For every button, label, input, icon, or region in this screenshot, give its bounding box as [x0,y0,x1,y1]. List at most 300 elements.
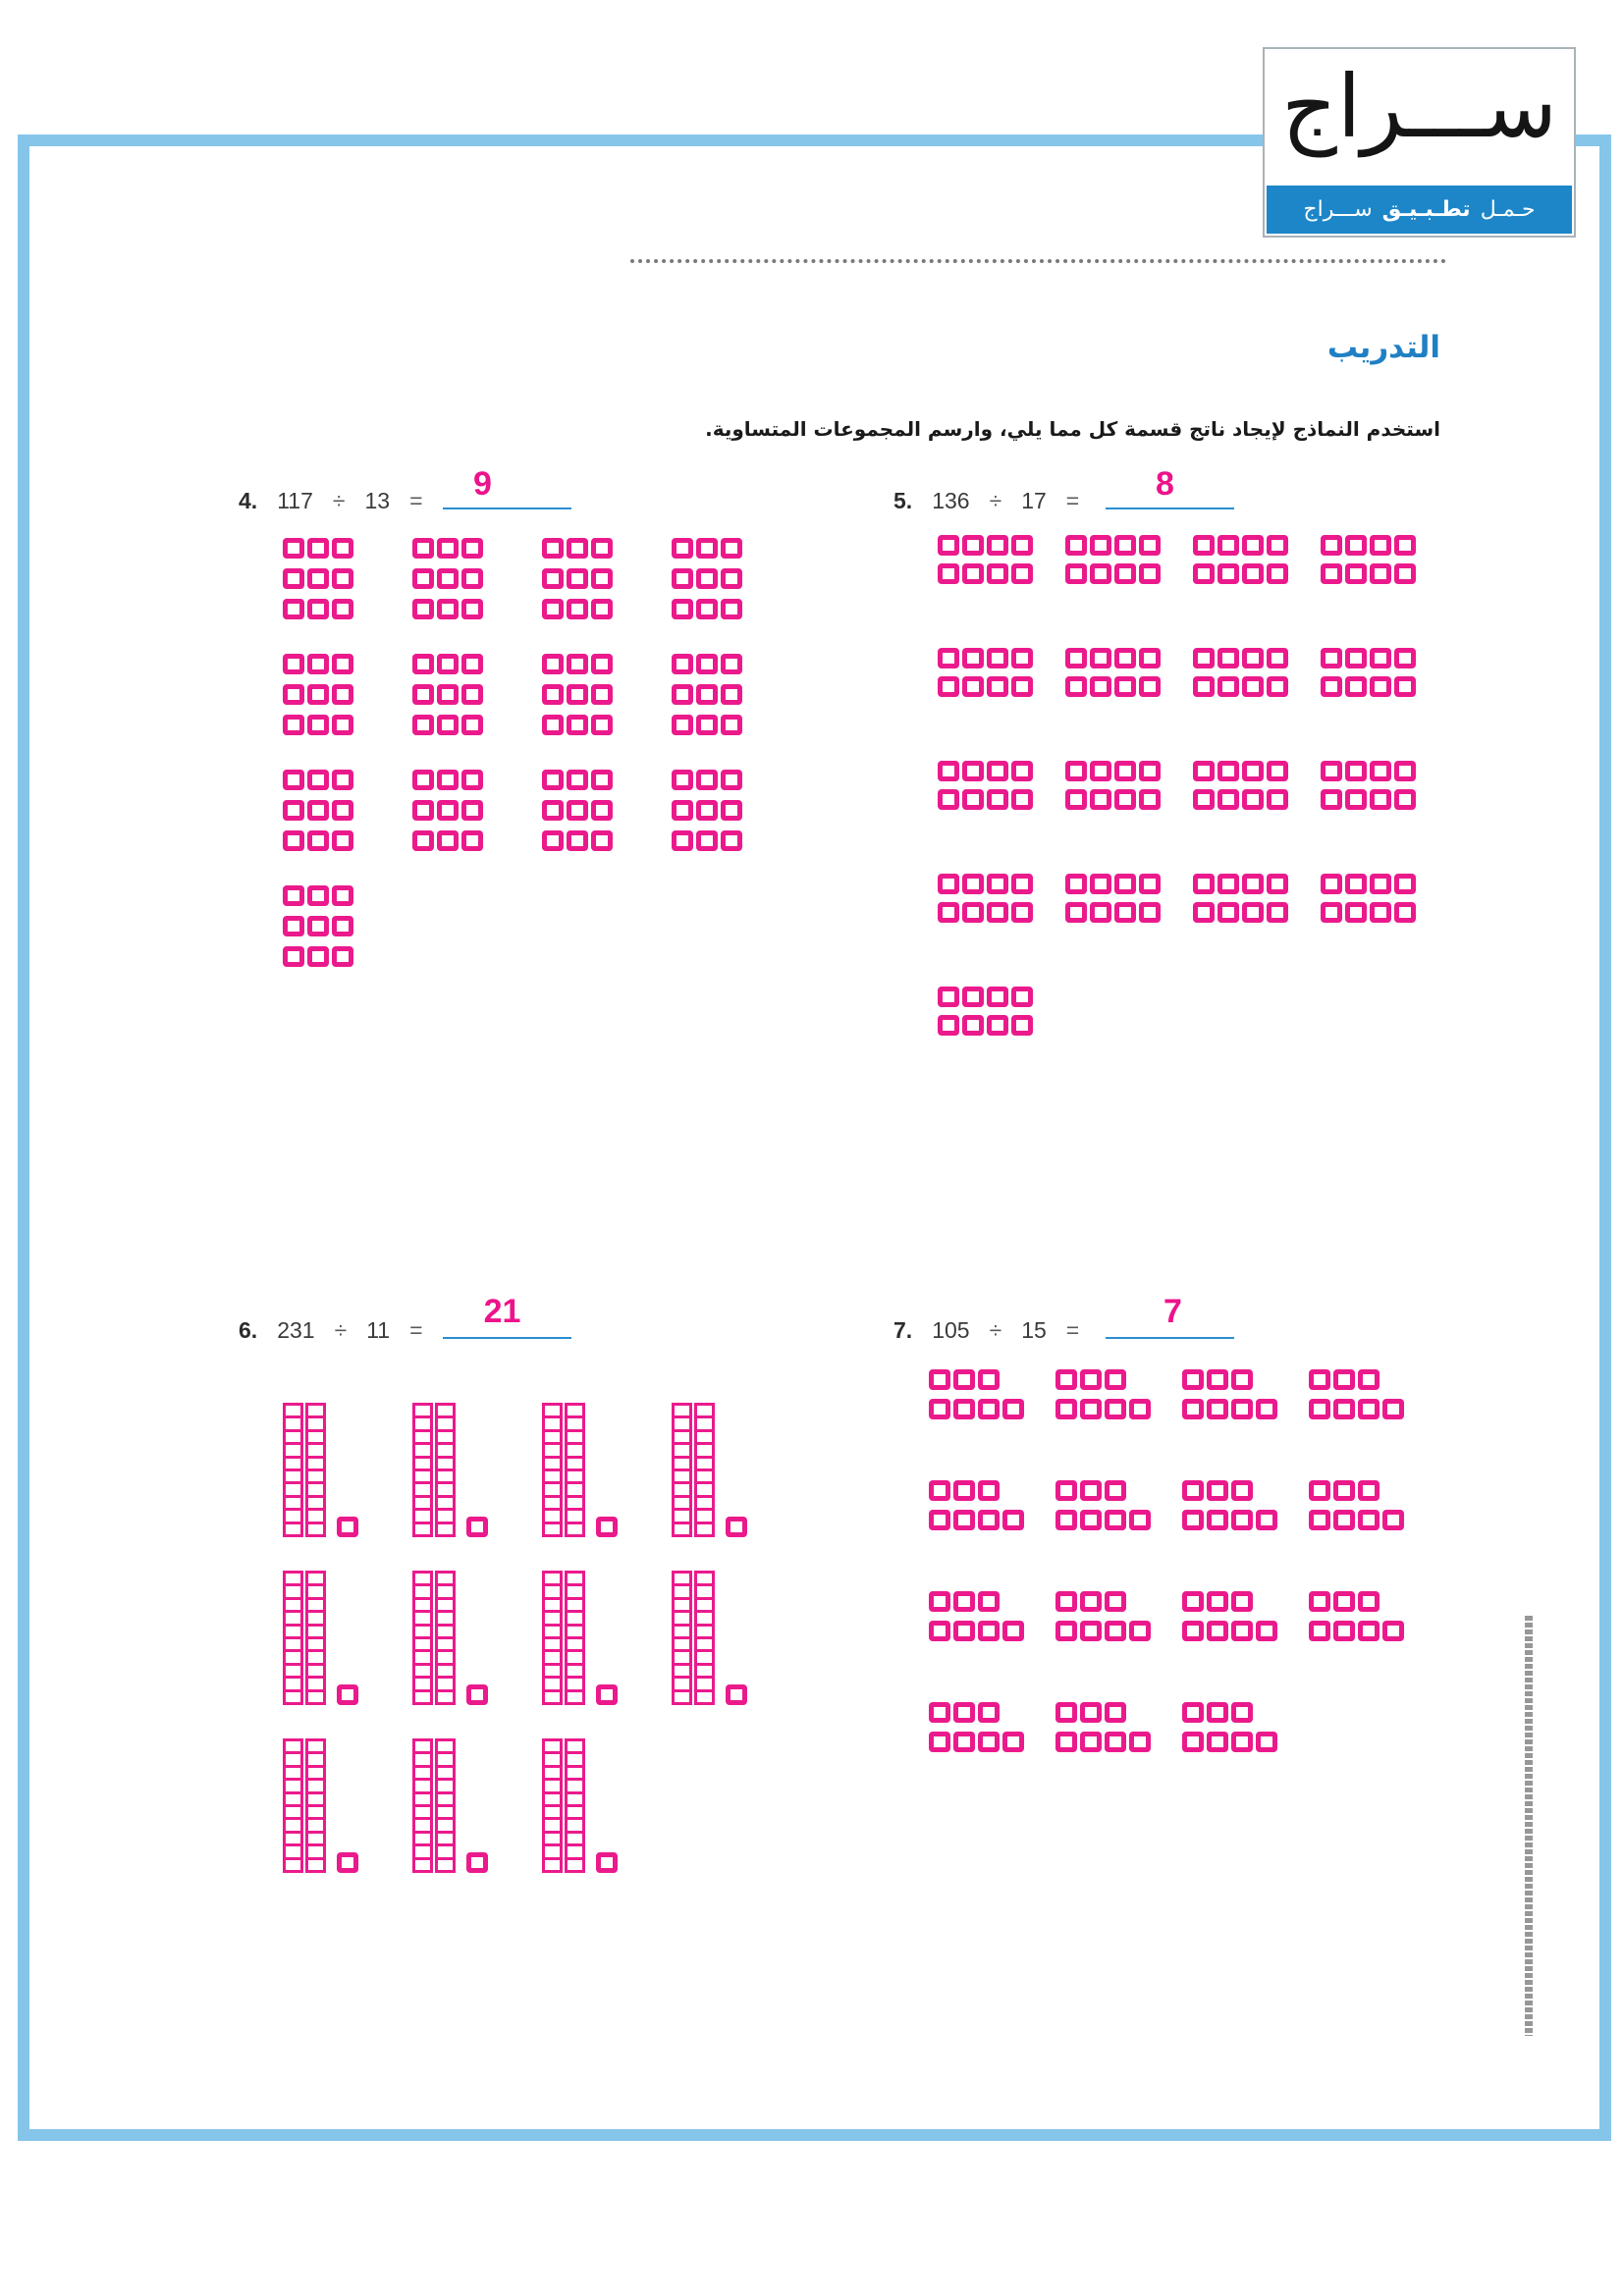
unit-cube [1309,1591,1330,1612]
unit-cube [307,916,329,936]
unit-cube [591,654,613,674]
unit-cube [1321,535,1342,556]
rod-cell [694,1689,715,1705]
unit-cube [307,800,329,821]
unit-cube [437,770,459,790]
unit-cube [987,902,1008,923]
unit-row [672,568,742,589]
unit-cube [672,684,693,705]
unit-cube [1358,1591,1380,1612]
equals-sign: = [409,1316,423,1343]
unit-cube [567,538,588,559]
section-title: التدريب [1326,330,1440,365]
unit-cube [1242,535,1264,556]
unit-row [929,1399,1024,1419]
unit-row [938,789,1033,810]
division-sign: ÷ [989,487,1002,513]
unit-cube [1217,874,1239,894]
unit-row [929,1702,1000,1723]
unit-row [283,599,353,619]
unit-cube [987,563,1008,584]
divisor: 17 [1021,487,1047,513]
unit-cube [1090,676,1111,697]
unit-row [1055,1369,1126,1390]
unit-cube [1321,789,1342,810]
unit-cube [1231,1369,1253,1390]
unit-cube [466,1852,488,1873]
model-group [1055,1369,1182,1480]
unit-cube [721,830,742,851]
unit-cube [1193,535,1215,556]
problem-label [239,1317,423,1343]
unit-cube [1358,1480,1380,1501]
unit-cube [1105,1732,1126,1752]
unit-cube [929,1732,950,1752]
unit-cube [567,684,588,705]
answer-value[interactable]: 9 [473,465,492,503]
rod-cell [283,1857,303,1873]
unit-cube [1080,1732,1102,1752]
unit-cube [1090,761,1111,781]
tens-rods [283,1738,326,1873]
unit-row [929,1510,1024,1530]
unit-cube [1065,563,1087,584]
unit-cube [721,568,742,589]
answer-line [443,507,571,509]
unit-cube [696,684,718,705]
unit-cube [696,715,718,735]
rod-cell [694,1522,715,1537]
unit-cube [337,1517,358,1537]
rod-cell [542,1689,563,1705]
unit-cube [987,761,1008,781]
tens-rod [305,1738,326,1873]
unit-cube [1358,1621,1380,1641]
unit-cube [696,538,718,559]
unit-row [1182,1621,1277,1641]
unit-cube [591,684,613,705]
unit-cube [1080,1480,1102,1501]
unit-cube [1080,1369,1102,1390]
unit-row [1065,563,1161,584]
unit-cube [461,770,483,790]
unit-cube [1217,535,1239,556]
unit-cube [283,715,304,735]
unit-row [1065,874,1161,894]
model-group [542,538,672,654]
unit-row [1065,648,1161,668]
model-group [938,874,1065,987]
unit-row [672,599,742,619]
unit-cube [1055,1399,1077,1419]
unit-cube [1267,761,1288,781]
unit-row [412,770,483,790]
unit-cube [596,1852,618,1873]
unit-cube [721,800,742,821]
unit-cube [1321,761,1342,781]
tens-rods [412,1738,456,1873]
model-group [929,1369,1055,1480]
unit-cube [1256,1732,1277,1752]
unit-cube [1231,1480,1253,1501]
unit-cube [437,654,459,674]
unit-cube [1207,1732,1228,1752]
unit-cube [1242,648,1264,668]
unit-cube [591,830,613,851]
unit-row [938,676,1033,697]
unit-cube [987,987,1008,1007]
model-group [412,1369,542,1537]
unit-cube [987,676,1008,697]
tens-rod [283,1571,303,1705]
division-sign: ÷ [332,487,346,513]
unit-cube [1242,874,1264,894]
unit-cube [1139,563,1161,584]
unit-cube [1105,1369,1126,1390]
unit-cube [962,1015,984,1036]
unit-cube [337,1684,358,1705]
unit-cube [1267,648,1288,668]
problem-label [239,488,423,513]
unit-row [1309,1591,1380,1612]
unit-cube [1139,789,1161,810]
unit-cube [596,1517,618,1537]
unit-cube [1231,1621,1253,1641]
unit-cube [953,1399,975,1419]
unit-row [1193,676,1288,697]
unit-cube [1139,761,1161,781]
unit-row [1321,789,1416,810]
unit-cube [1011,535,1033,556]
unit-cube [1090,563,1111,584]
unit-row [283,654,353,674]
unit-cube [1370,789,1391,810]
unit-cube [1231,1510,1253,1530]
unit-row [672,715,742,735]
unit-cube [929,1702,950,1723]
divisor: 13 [364,487,391,513]
unit-cube [283,568,304,589]
unit-cube [938,535,959,556]
unit-cube [591,800,613,821]
model-group [283,1369,412,1537]
rod-cell [542,1857,563,1873]
unit-cube [1345,535,1367,556]
rod-cell [412,1689,433,1705]
unit-cube [332,599,353,619]
unit-cube [1333,1510,1355,1530]
unit-cube [987,874,1008,894]
unit-cube [412,830,434,851]
unit-cube [1309,1510,1330,1530]
unit-cube [461,684,483,705]
unit-row [283,916,353,936]
unit-cube [938,1015,959,1036]
unit-cube [1382,1399,1404,1419]
unit-cube [461,599,483,619]
unit-cube [1139,648,1161,668]
unit-cube [1217,789,1239,810]
unit-cube [307,568,329,589]
model-group [1309,1480,1435,1591]
unit-cube [1065,676,1087,697]
rod-cell [672,1522,692,1537]
unit-cube [283,599,304,619]
unit-cube [696,770,718,790]
tens-rod [435,1403,456,1537]
model-group [542,654,672,770]
unit-cube [1207,1480,1228,1501]
unit-cube [929,1480,950,1501]
unit-cube [1256,1399,1277,1419]
unit-cube [953,1510,975,1530]
unit-cube [1182,1399,1204,1419]
unit-cube [332,715,353,735]
dividend: 136 [932,487,970,513]
model-group [672,538,801,654]
unit-cube [1256,1510,1277,1530]
unit-cube [696,568,718,589]
model-group [929,1702,1055,1813]
unit-cube [1242,676,1264,697]
unit-row [1193,648,1288,668]
unit-cube [1309,1480,1330,1501]
problem-number: 6. [239,1316,258,1343]
answer-value[interactable]: 7 [1163,1293,1182,1330]
unit-cube [591,770,613,790]
division-sign: ÷ [334,1316,348,1343]
unit-cube [1217,648,1239,668]
model-group [1309,1591,1435,1702]
unit-row [1321,902,1416,923]
unit-row [412,568,483,589]
unit-cube [953,1621,975,1641]
unit-row [1309,1369,1380,1390]
model-group [412,538,542,654]
unit-row [283,946,353,967]
unit-cube [542,654,564,674]
unit-cube [938,874,959,894]
unit-cube [953,1480,975,1501]
answer-value[interactable]: 8 [1156,465,1174,503]
unit-cube [307,715,329,735]
unit-cube [412,800,434,821]
unit-cube [1105,1480,1126,1501]
unit-row [283,800,353,821]
tens-rod [412,1738,433,1873]
unit-cube [953,1702,975,1723]
unit-cube [332,568,353,589]
rod-cell [565,1689,585,1705]
unit-cube [987,1015,1008,1036]
unit-cube [332,654,353,674]
unit-cube [1394,761,1416,781]
unit-cube [567,715,588,735]
tens-rod [565,1571,585,1705]
unit-cube [1011,789,1033,810]
unit-cube [332,916,353,936]
rod-cell [412,1857,433,1873]
model-group [412,654,542,770]
instruction-text: استخدم النماذج لإيجاد ناتج قسمة كل مما يلي، وارسم المجموعات المتساوية. [705,417,1440,441]
unit-cube [1193,902,1215,923]
unit-cube [978,1591,1000,1612]
unit-cube [1114,535,1136,556]
unit-cube [1055,1591,1077,1612]
unit-cube [1345,761,1367,781]
unit-cube [696,800,718,821]
copyright-vertical-text-strip [1525,1616,1533,2036]
equals-sign: = [1065,487,1080,513]
unit-cube [332,684,353,705]
division-model [283,538,801,1001]
unit-cube [437,599,459,619]
model-group [1193,535,1321,648]
tens-rods [672,1571,715,1705]
model-group [542,770,672,885]
unit-cube [1321,676,1342,697]
model-group [1182,1369,1309,1480]
unit-row [283,885,353,906]
model-group [1065,535,1193,648]
unit-cube [721,599,742,619]
unit-row [1321,535,1416,556]
unit-row [283,568,353,589]
unit-cube [962,648,984,668]
unit-cube [567,800,588,821]
unit-row [412,684,483,705]
unit-cube [412,770,434,790]
tens-rod [694,1571,715,1705]
unit-row [542,654,613,674]
unit-cube [1345,874,1367,894]
model-group [938,761,1065,874]
rod-cell [565,1522,585,1537]
unit-row [1055,1732,1151,1752]
model-group [938,987,1065,1099]
unit-cube [1394,789,1416,810]
unit-row [283,715,353,735]
unit-row [1055,1621,1151,1641]
tens-rods [283,1403,326,1537]
tens-rod [412,1571,433,1705]
unit-cube [461,538,483,559]
problem-label [893,488,1079,513]
model-group [1321,648,1448,761]
unit-cube [542,599,564,619]
model-group [929,1591,1055,1702]
model-group [1182,1591,1309,1702]
tens-rods [672,1403,715,1537]
rod-cell [435,1689,456,1705]
unit-cube [1105,1621,1126,1641]
equals-sign: = [1065,1316,1080,1343]
tens-rods [542,1403,585,1537]
unit-cube [978,1732,1000,1752]
problem-number: 7. [893,1316,913,1343]
unit-cube [1333,1591,1355,1612]
answer-line [1106,1337,1234,1339]
divisor: 15 [1021,1316,1047,1343]
unit-cube [938,987,959,1007]
unit-cube [1267,874,1288,894]
unit-cube [938,648,959,668]
tens-rod [565,1738,585,1873]
tens-rod [435,1738,456,1873]
unit-cube [332,830,353,851]
unit-cube [1105,1702,1126,1723]
unit-cube [332,946,353,967]
answer-value[interactable]: 21 [483,1293,521,1330]
unit-cube [696,654,718,674]
tens-rod [283,1403,303,1537]
unit-cube [412,538,434,559]
rod-cell [542,1522,563,1537]
siraj-logo[interactable] [1263,47,1576,238]
unit-cube [721,770,742,790]
unit-cube [437,800,459,821]
unit-row [1193,789,1288,810]
unit-cube [567,568,588,589]
model-group [1065,761,1193,874]
unit-row [1055,1480,1126,1501]
unit-cube [929,1621,950,1641]
model-group [938,648,1065,761]
unit-cube [672,800,693,821]
unit-cube [1055,1621,1077,1641]
unit-cube [1193,874,1215,894]
unit-cube [1090,648,1111,668]
unit-row [412,715,483,735]
unit-row [542,599,613,619]
unit-row [283,830,353,851]
tens-rod [565,1403,585,1537]
unit-row [283,684,353,705]
unit-row [929,1480,1000,1501]
unit-row [1193,535,1288,556]
unit-cube [1382,1510,1404,1530]
unit-row [1193,761,1288,781]
unit-row [542,715,613,735]
unit-cube [696,599,718,619]
problem-7 [893,1293,1600,1343]
unit-cube [962,902,984,923]
unit-cube [412,684,434,705]
unit-row [1065,535,1161,556]
unit-row [542,770,613,790]
unit-cube [283,946,304,967]
unit-row [542,568,613,589]
unit-cube [1207,1510,1228,1530]
unit-cube [672,568,693,589]
unit-row [1065,902,1161,923]
unit-row [938,1015,1033,1036]
unit-cube [1358,1369,1380,1390]
unit-cube [1267,563,1288,584]
unit-cube [437,830,459,851]
problem-6 [239,1293,946,1343]
model-group [283,538,412,654]
unit-cube [1345,676,1367,697]
unit-cube [542,538,564,559]
unit-row [542,800,613,821]
unit-row [938,563,1033,584]
unit-cube [987,789,1008,810]
unit-cube [1267,902,1288,923]
model-group [1055,1480,1182,1591]
unit-cube [1080,1591,1102,1612]
unit-row [1182,1591,1253,1612]
